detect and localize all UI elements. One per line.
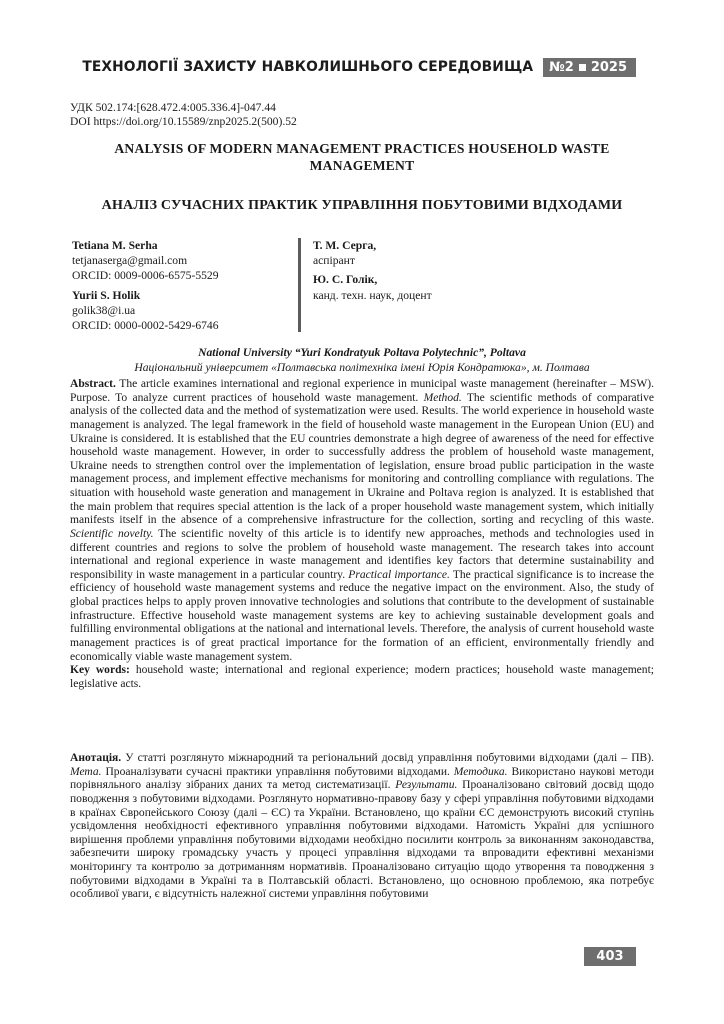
- keywords-label: Key words:: [70, 664, 130, 677]
- meta-label: Мета.: [70, 765, 102, 778]
- journal-title: ТЕХНОЛОГІЇ ЗАХИСТУ НАВКОЛИШНЬОГО СЕРЕДОВИЩА: [82, 59, 534, 75]
- annotation-label: Анотація.: [70, 752, 122, 764]
- affiliation: [70, 345, 654, 375]
- results-label-ua: Результати.: [395, 779, 458, 792]
- affiliation-en: National University “Yuri Kondratyuk Poltava Polytechnic”, Poltava: [198, 346, 526, 359]
- abstract-text: The scientific novelty of this article is to identify new approaches, methods and technologies used in different countries and regions to solve the problem of household waste management. The research takes into account international and regional experience in waste management and identifies key factors that determine sustainability and responsibility in waste management in a particular country.: [70, 527, 654, 581]
- square-separator-icon: [579, 64, 586, 71]
- annotation-text: Проаналізувати сучасні практики управління побутовими відходами.: [101, 765, 454, 778]
- author-position-ua: канд. техн. наук, доцент: [313, 288, 432, 302]
- method-label-ua: Методика.: [453, 765, 508, 778]
- annotation-text: Використано наукові методи порівняльного аналізу зібраних даних та метод систематизації.: [70, 765, 655, 792]
- issue-number: №2: [549, 59, 574, 75]
- article-title-en: ANALYSIS OF MODERN MANAGEMENT PRACTICES HOUSEHOLD WASTE MANAGEMENT: [114, 141, 610, 173]
- article-title-ua: АНАЛІЗ СУЧАСНИХ ПРАКТИК УПРАВЛІННЯ ПОБУТОВИМИ ВІДХОДАМИ: [101, 198, 623, 213]
- method-label: Method.: [423, 391, 462, 404]
- novelty-label: Scientific novelty.: [70, 527, 154, 540]
- page-number: 403: [584, 947, 636, 966]
- annotation-ua: [70, 752, 654, 902]
- author-name-ua: Ю. С. Голік,: [313, 273, 378, 287]
- annotation-text: Проаналізовано світовий досвід щодо поводження з побутовими відходами. Розглянуто нормативно-правову базу у сфері управління побутовими відходами в країнах Європейського Союзу (далі – ЄС) та України. Встановлено, що країни ЄС демонструють високий ступінь усвідомлення необхідності ефективного управління побутовими відходами. Натомість Україні для успішного вирішення проблеми управління побутовими відходами необхідно посилити контроль за виконанням законодавства, забезпечити широку громадську участь у процесі управління відходами та впровадити ефективні механізми моніторингу та контролю за дотриманням нормативів. Проаналізовано ситуацію щодо утворення та поводження з побутовими відходами в Україні та в Полтавській області. Встановлено, що основною проблемою, яка потребує особливої уваги, є відсутність належної системи управління побутовими: [70, 779, 654, 901]
- author-email[interactable]: golik38@i.ua: [72, 303, 136, 317]
- author-name: Tetiana M. Serha: [72, 239, 158, 252]
- authors-en: [72, 238, 292, 333]
- abstract-text: The article examines international and regional experience in municipal waste management (hereinafter – MSW). Purpose. To analyze current practices of household waste management.: [70, 378, 654, 404]
- annotation-paragraph: [70, 752, 654, 902]
- issue-badge: [543, 58, 636, 77]
- practical-label: Practical importance.: [348, 568, 450, 581]
- abstract-text: The scientific methods of comparative analysis of the collected data and the method of systematization were used. Results. The world experience in household waste management is analyzed. The legal framework in the field of household waste management in the European Union (EU) and Ukraine is considered. It is established that the EU countries demonstrate a high degree of awareness of the need for effective household waste management. However, in order to successfully address the problem of household waste management, Ukraine needs to strengthen control over the implementation of legislation, ensure broad public participation in the waste management process, and implement effective mechanisms for monitoring and controlling compliance with regulations. The situation with household waste generation and management in Ukraine and Poltava region is analyzed. It is established that the main problem that requires special attention is the lack of a proper household waste management system, which initially manifests itself in the absence of a comprehensive infrastructure for the collection, sorting and recycling of this waste.: [70, 391, 654, 527]
- author-name-ua: Т. М. Серга,: [313, 239, 377, 252]
- author-orcid: ORCID: 0000-0002-5429-6746: [72, 319, 219, 333]
- keywords-text: household waste; international and regional experience; modern practices; household waste management; legislative acts.: [70, 664, 654, 690]
- author-email[interactable]: tetjanaserga@gmail.com: [72, 254, 188, 268]
- abstract-text: The practical significance is to increase the efficiency of household waste management systems and reduce the negative impact on the environment. Also, the study of global practices helps to apply proven innovative technologies and solutions that contribute to the development of sustainable infrastructure. Effective household waste management systems are key to achieving sustainable development goals and fulfilling environmental obligations at the national and international levels. Therefore, the analysis of current household waste management practices is of great practical importance for the formation of an efficient, environmentally friendly and economically viable waste management system.: [70, 568, 654, 663]
- article-meta: [70, 101, 297, 129]
- abstract-en: [70, 378, 654, 691]
- udc-code: УДК 502.174:[628.472.4:005.336.4]-047.44: [70, 101, 276, 114]
- affiliation-ua: Національний університет «Полтавська політехніка імені Юрія Кондратюка», м. Полтава: [134, 361, 590, 374]
- annotation-text: У статті розглянуто міжнародний та регіональний досвід управління побутовими відходами (далі – ПВ).: [121, 752, 654, 764]
- abstract-paragraph: [70, 378, 654, 664]
- author-name: Yurii S. Holik: [72, 288, 141, 302]
- author-position-ua: аспірант: [313, 254, 355, 268]
- abstract-label: Abstract.: [70, 378, 116, 390]
- author-orcid: ORCID: 0009-0006-6575-5529: [72, 269, 219, 283]
- keywords-paragraph: [70, 664, 654, 691]
- authors-divider: [298, 238, 301, 332]
- journal-header: [82, 56, 636, 78]
- issue-year: 2025: [590, 59, 627, 75]
- authors-ua: [313, 238, 613, 303]
- doi-link[interactable]: DOI https://doi.org/10.15589/znp2025.2(500).52: [70, 115, 297, 128]
